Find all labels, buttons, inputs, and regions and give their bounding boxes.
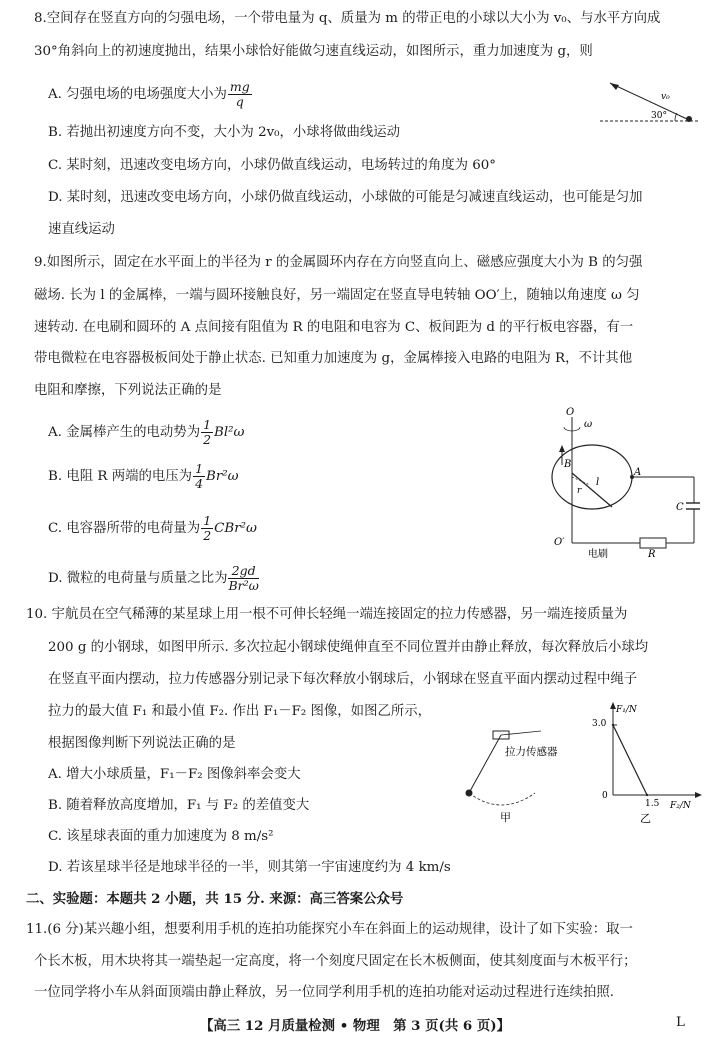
q10-option-c: C. 该星球表面的重力加速度为 8 m/s² [48, 829, 274, 844]
q9-line-1: 9.如图所示，固定在水平面上的半径为 r 的金属圆环内存在方向竖直向上、磁感应强度大小为 B 的匀强 [34, 255, 643, 270]
q10-pendulum-figure [455, 725, 585, 825]
q10-line-4: 拉力的最大值 F₁ 和最小值 F₂. 作出 F₁－F₂ 图像，如图乙所示， [48, 704, 432, 719]
q9-option-b: B. 电阻 R 两端的电压为 $\frac{1}{4}$ Br²ω [48, 461, 239, 491]
q8-fig-angle-label: 30° [651, 111, 667, 121]
q9-line-3: 速转动. 在电刷和圆环的 A 点间接有阻值为 R 的电阻和电容为 C、板间距为 d 的平行板电容器，有一 [34, 320, 634, 335]
q9-option-c: C. 电容器所带的电荷量为 $\frac{1}{2}$ CBr²ω [48, 513, 257, 543]
chart-x-label: F₂/N [670, 801, 691, 811]
q8-fig-v-label: v₀ [661, 92, 670, 102]
q11-line-3: 一位同学将小车从斜面顶端由静止释放，另一位同学利用手机的连拍功能对运动过程进行连续拍照. [34, 985, 615, 1000]
q10-line-1: 10. 宇航员在空气稀薄的某星球上用一根不可伸长轻绳一端连接固定的拉力传感器，另一端连接质量为 [26, 607, 628, 622]
q9-line-2: 磁场. 长为 l 的金属棒，一端与圆环接触良好，另一端固定在竖直导电转轴 OO′上，随轴以角速度 ω 匀 [34, 288, 640, 303]
chart-y-tick-label: 3.0 [592, 719, 607, 729]
q10-option-a: A. 增大小球质量，F₁－F₂ 图像斜率会变大 [48, 767, 301, 782]
q9-line-4: 带电微粒在电容器极板间处于静止状态. 已知重力加速度为 g，金属棒接入电路的电阻为 R，不计其他 [34, 351, 633, 366]
q8-line-2: 30°角斜向上的初速度抛出，结果小球恰好能做匀速直线运动，如图所示，重力加速度为 g，则 [34, 44, 593, 59]
q8-line-1: 8.空间存在竖直方向的匀强电场，一个带电量为 q、质量为 m 的带正电的小球以大小为 v₀、与水平方向成 [34, 11, 661, 26]
q9-option-a: A. 金属棒产生的电动势为 $\frac{1}{2}$ Bl²ω [48, 417, 245, 447]
chart-x-tick-label: 1.5 [645, 799, 660, 809]
chart-x-axis-arrow [695, 792, 702, 798]
chart-series-line [613, 725, 647, 795]
q10-line-2: 200 g 的小钢球，如图甲所示. 多次拉起小钢球使绳伸直至不同位置并由静止释放，每次释放后小球均 [48, 640, 649, 655]
q8-figure [595, 75, 705, 130]
chart-point-0 [612, 724, 614, 726]
q9-fig-omega: ω [584, 419, 593, 430]
chart-y-label: F₁/N [616, 705, 637, 715]
q11-line-2: 个长木板，用木块将其一端垫起一定高度，将一个刻度尺固定在长木板侧面，使其刻度面与木板平行； [34, 954, 637, 969]
q9-line-5: 电阻和摩擦，下列说法正确的是 [34, 383, 222, 398]
q9-fig-r: r [577, 486, 582, 496]
q10-fig-jia-label: 甲 [500, 811, 511, 824]
q9-fig-O2: O′ [554, 537, 565, 548]
q9-fig-brush: 电刷 [588, 549, 608, 560]
q9-fig-l: l [596, 477, 600, 488]
q8-option-d-1: D. 某时刻，迅速改变电场方向，小球仍做直线运动，小球做的可能是匀减速直线运动，也可能是匀加 [48, 190, 643, 205]
chart-point-1 [646, 794, 648, 796]
footer-mark: L [676, 1015, 685, 1030]
q10-line-5: 根据图像判断下列说法正确的是 [48, 736, 236, 751]
page-footer: 【高三 12 月质量检测 • 物理 第 3 页(共 6 页)】 [199, 1018, 511, 1034]
q9-circuit-figure [550, 405, 700, 565]
chart-origin-label: 0 [602, 791, 608, 801]
q10-fig-sensor-label: 拉力传感器 [505, 746, 558, 758]
q10-fig-yi-label: 乙 [640, 812, 651, 825]
q11-line-1: 11.(6 分)某兴趣小组，想要利用手机的连拍功能探究小车在斜面上的运动规律，设计了如下实验：取一 [26, 922, 633, 937]
section-2-heading: 二、实验题：本题共 2 小题，共 15 分. 来源：高三答案公众号 [26, 891, 404, 907]
q9-fig-A: A [634, 467, 642, 478]
q10-line-3: 在竖直平面内摆动，拉力传感器分别记录下每次释放小钢球后，小钢球在竖直平面内摆动过程中绳子 [48, 672, 638, 687]
q9-fig-B: B [564, 459, 572, 470]
q8-option-c: C. 某时刻，迅速改变电场方向，小球仍做直线运动，电场转过的角度为 60° [48, 158, 496, 173]
q9-fig-O: O [566, 407, 575, 418]
q9-fig-C: C [676, 502, 684, 513]
q9-fig-R: R [648, 549, 656, 560]
q10-option-b: B. 随着释放高度增加，F₁ 与 F₂ 的差值变大 [48, 798, 310, 813]
q9-option-d: D. 微粒的电荷量与质量之比为 $\frac{2gd}{\text{Br²ω}}$ [48, 563, 259, 593]
q8-option-d-2: 速直线运动 [48, 222, 115, 237]
q8-option-b: B. 若抛出初速度方向不变，大小为 2v₀，小球将做曲线运动 [48, 125, 401, 140]
q10-option-d: D. 若该星球半径是地球半径的一半，则其第一宇宙速度约为 4 km/s [48, 860, 451, 875]
q8-option-a: A. 匀强电场的电场强度大小为 $\frac{mg}{q}$ [48, 79, 250, 109]
q10-f1-f2-chart [590, 700, 705, 825]
